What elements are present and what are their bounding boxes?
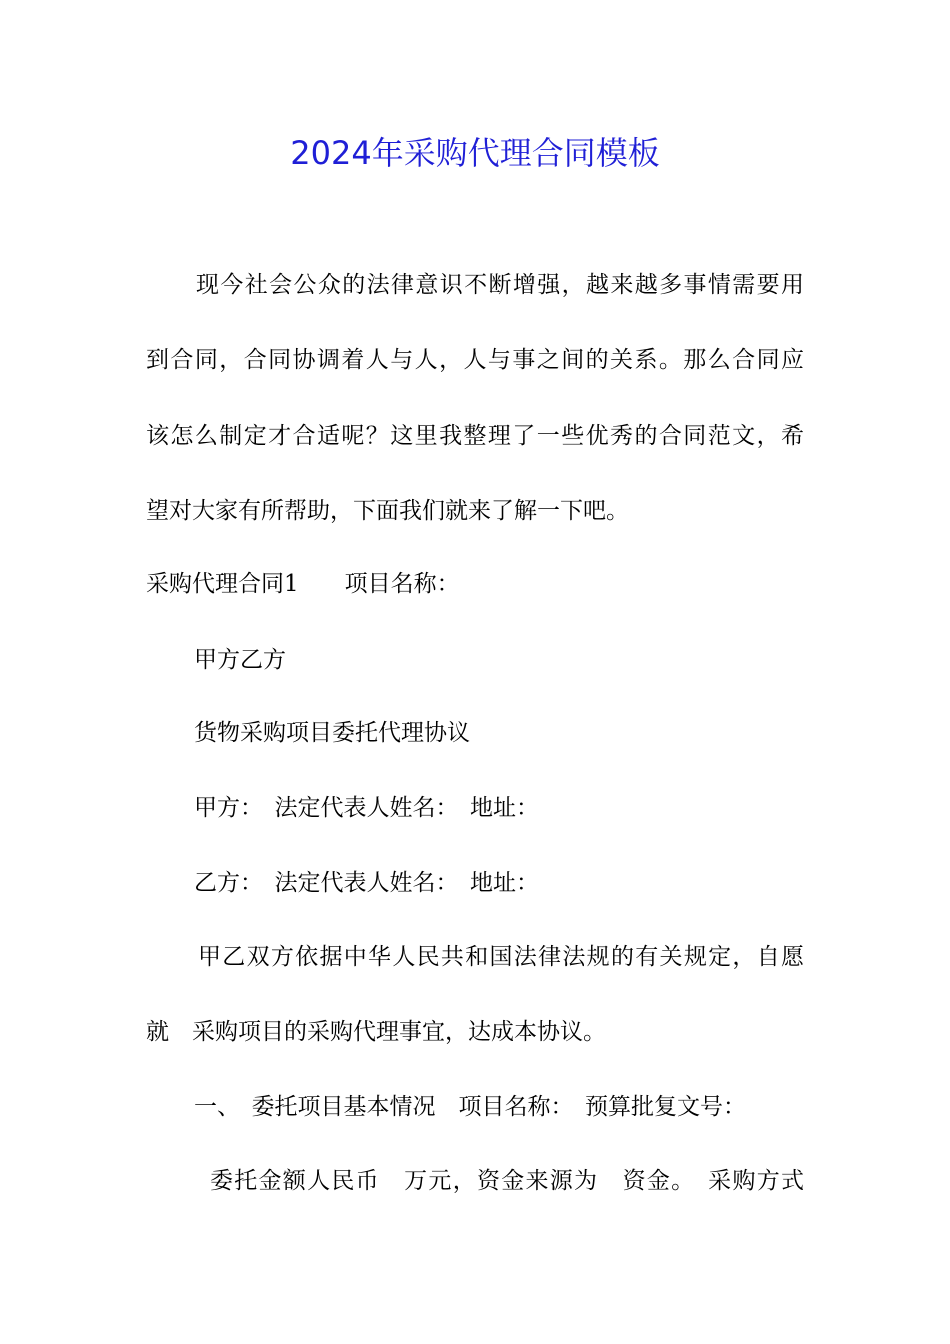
parties-line: 甲方乙方: [194, 647, 286, 673]
party-a-line: 甲方： 法定代表人姓名： 地址：: [194, 795, 539, 821]
basis-line-2: 就 采购项目的采购代理事宜，达成本协议。: [146, 1019, 606, 1045]
amount-line: 委托金额人民币 万元，资金来源为 资金。 采购方式: [210, 1168, 804, 1194]
intro-line-4: 望对大家有所帮助，下面我们就来了解一下吧。: [146, 498, 629, 524]
document-title: 2024年采购代理合同模板: [290, 134, 660, 172]
agreement-title: 货物采购项目委托代理协议: [194, 720, 470, 746]
party-b-line: 乙方： 法定代表人姓名： 地址：: [194, 870, 539, 896]
contract-heading: 采购代理合同1 项目名称：: [146, 571, 460, 597]
intro-line-3: 该怎么制定才合适呢？这里我整理了一些优秀的合同范文，希: [146, 423, 804, 449]
intro-line-1: 现今社会公众的法律意识不断增强，越来越多事情需要用: [196, 272, 804, 298]
section-one-line: 一、 委托项目基本情况 项目名称： 预算批复文号：: [194, 1094, 746, 1120]
basis-line-1: 甲乙双方依据中华人民共和国法律法规的有关规定，自愿: [198, 944, 804, 970]
intro-line-2: 到合同，合同协调着人与人，人与事之间的关系。那么合同应: [146, 347, 804, 373]
